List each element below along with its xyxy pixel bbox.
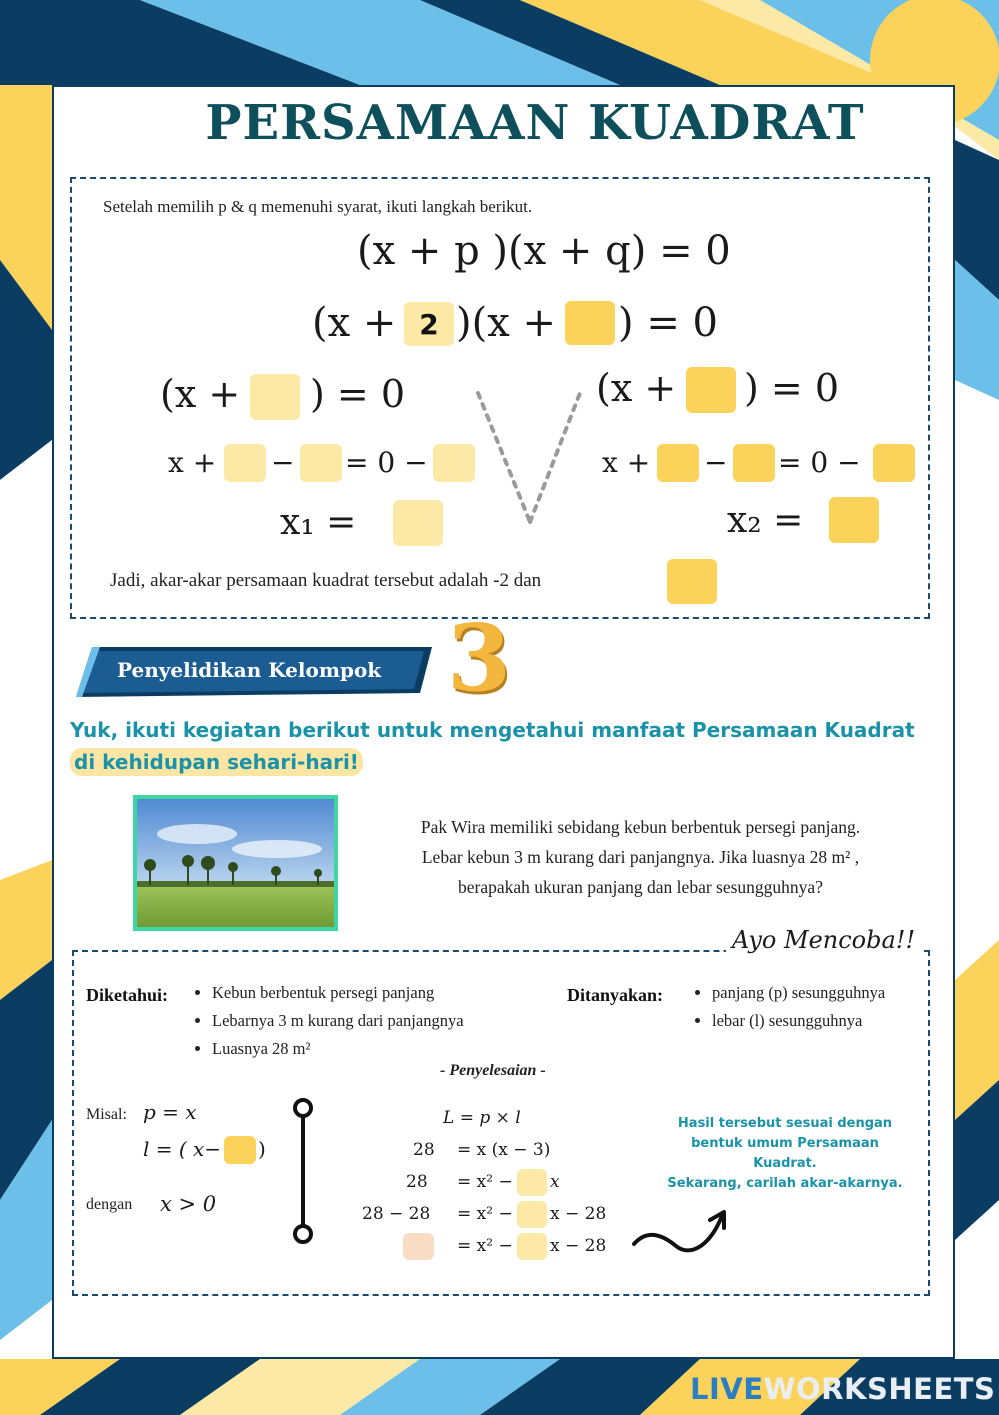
answer-box-right-4[interactable] (873, 444, 915, 482)
right-eq-a: (x + (596, 366, 677, 410)
calc-row4-right-b: x − 28 (550, 1204, 607, 1224)
field-photo-image (137, 799, 334, 927)
misal-p: p = x (143, 1100, 197, 1124)
known-item: • Luasnya 28 m² (212, 1035, 464, 1063)
calc-row4-left: 28 − 28 (362, 1204, 431, 1224)
answer-box-x2[interactable] (829, 497, 879, 543)
answer-box-right-2[interactable] (657, 444, 699, 482)
section-heading-line2: di kehidupan sehari-hari! (70, 748, 363, 776)
left-step-x: x + (168, 446, 217, 479)
section-number: 3 (447, 604, 512, 712)
calc-row2-right: = x (x − 3) (457, 1140, 551, 1160)
misal-l-a: l = ( x− (143, 1137, 222, 1161)
section-heading-line1: Yuk, ikuti kegiatan berikut untuk mengetahui manfaat Persamaan Kuadrat (70, 718, 915, 742)
right-eq-b: ) = 0 (744, 366, 839, 410)
known-item: • Lebarnya 3 m kurang dari panjangnya (212, 1007, 464, 1035)
known-item: • Kebun berbentuk persegi panjang (212, 979, 464, 1007)
eq-filled-left: (x + (312, 300, 397, 346)
right-step-eq: = 0 − (778, 446, 861, 479)
calc-row1: L = p × l (443, 1108, 521, 1128)
problem-line2: Lebar kebun 3 m kurang dari panjangnya. Jika luasnya 28 m² , (421, 847, 860, 867)
asked-label: Ditanyakan: (567, 985, 664, 1005)
left-eq-b: ) = 0 (310, 372, 405, 416)
answer-box-calc-1[interactable] (517, 1169, 547, 1196)
left-step-minus: − (271, 446, 295, 479)
dengan-label: dengan (86, 1196, 133, 1213)
right-root: x₂ = (727, 500, 804, 541)
field-photo (133, 795, 338, 931)
branch-divider (470, 385, 590, 530)
answer-box-left-1[interactable] (250, 374, 300, 420)
eq-general: (x + p )(x + q) = 0 (357, 228, 731, 274)
calc-row2-left: 28 (413, 1140, 435, 1160)
asked-list (692, 979, 885, 1035)
answer-box-conclusion[interactable] (667, 559, 717, 604)
eq-filled-right: ) = 0 (618, 300, 718, 346)
eq-filled-value-box (404, 302, 454, 346)
problem-line1: Pak Wira memiliki sebidang kebun berbentuk persegi panjang. (420, 817, 861, 837)
liveworksheets-logo (690, 1372, 995, 1406)
answer-box-misal-l[interactable] (224, 1136, 256, 1164)
left-eq-a: (x + (160, 372, 241, 416)
logo-worksheets: WORKSHEETS (763, 1372, 996, 1406)
calc-row4-right-a: = x² − (457, 1204, 513, 1224)
calc-row3-right-a: = x² − (457, 1172, 513, 1192)
problem-line3: berapakah ukuran panjang dan lebar sesungguhnya? (458, 877, 823, 897)
result-note (660, 1114, 910, 1194)
vertical-divider (290, 1098, 316, 1244)
answer-box-right-3[interactable] (733, 444, 775, 482)
answer-box-left-4[interactable] (433, 444, 475, 482)
steps-intro: Setelah memilih p & q memenuhi syarat, ikuti langkah berikut. (103, 197, 533, 216)
left-step-eq: = 0 − (345, 446, 428, 479)
answer-box-calc-2[interactable] (517, 1201, 547, 1228)
eq-filled-value: 2 (419, 307, 439, 341)
answer-box-left-2[interactable] (224, 444, 266, 482)
answer-box-q[interactable] (565, 301, 615, 345)
misal-l-b: ) (258, 1137, 266, 1161)
right-step-x: x + (602, 446, 651, 479)
problem-text (358, 812, 923, 902)
page-title: PERSAMAAN KUADRAT (205, 95, 865, 151)
answer-box-left-3[interactable] (300, 444, 342, 482)
solution-label: - Penyelesaian - (440, 1062, 546, 1079)
calc-row5-right-a: = x² − (457, 1236, 513, 1256)
answer-box-calc-3[interactable] (403, 1233, 434, 1260)
answer-box-calc-4[interactable] (517, 1233, 547, 1260)
section-banner-label: Penyelidikan Kelompok (117, 658, 382, 682)
answer-box-right-1[interactable] (686, 367, 736, 413)
right-step-minus: − (704, 446, 728, 479)
known-list (192, 979, 464, 1063)
activity-title: Ayo Mencoba!! (726, 926, 921, 954)
dengan-cond: x > 0 (160, 1192, 217, 1216)
known-label: Diketahui: (86, 985, 169, 1005)
section-heading-line2-wrap (70, 750, 363, 774)
calc-row3-left: 28 (406, 1172, 428, 1192)
left-root: x₁ = (280, 502, 357, 543)
result-note-text: Hasil tersebut sesuai dengan bentuk umum Persamaan Kuadrat. Sekarang, carilah akar-akarnya. (667, 1116, 903, 1191)
answer-box-x1[interactable] (393, 500, 443, 546)
logo-live: LIVE (690, 1372, 764, 1406)
asked-item: • panjang (p) sesungguhnya (712, 979, 885, 1007)
asked-item: • lebar (l) sesungguhnya (712, 1007, 885, 1035)
calc-row5-right-b: x − 28 (550, 1236, 607, 1256)
steps-conclusion: Jadi, akar-akar persamaan kuadrat tersebut adalah -2 dan (110, 570, 542, 591)
curved-arrow-icon (630, 1206, 730, 1258)
calc-row3-right-b: x (550, 1172, 560, 1192)
eq-filled-mid: )(x + (456, 300, 556, 346)
misal-label: Misal: (86, 1106, 127, 1123)
